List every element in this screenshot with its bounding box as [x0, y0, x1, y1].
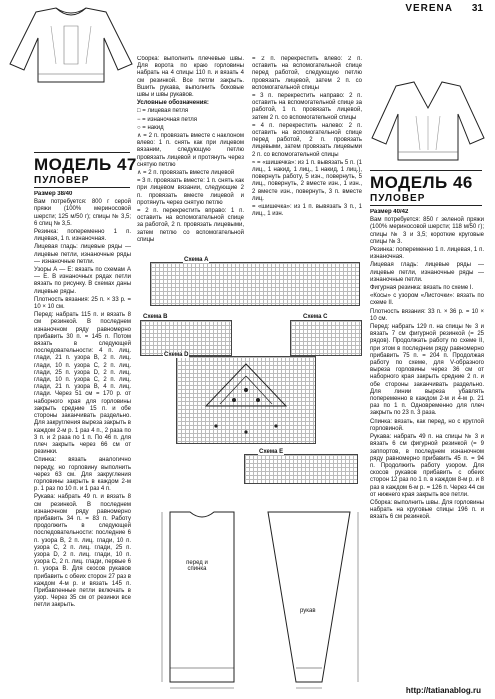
- sweater-sketch-47: [6, 4, 136, 86]
- m47-front: Перед: набрать 115 п. и вязать 8 см резинкой. В последнем изнаночном ряду равномерно прибавить 30 п. = 145 п. Потом вязать в следующей последовательности: 4 п. лиц. глади, 21 п. узора В, 2 п. лиц. глади, 10 п. узора С, 2 п. лиц. глади, 25 п. узора D, 2 п. лиц. глади, 10 п. узора С, 2 п. лиц. глади, 21 п. узора В, 4 п. лиц. глади. Через 51 см = 170 р. от наборного края для горловины закрыть средние 15 п. и обе стороны заканчивать раздельно. Для закругления выреза закрыть в каждом 2-м р. 1 раз 4 п., 2 раза по 3 п. и 2 раза по 1 п. По 46 п. для плеч закрыть через 66 см от резинки.: [34, 312, 131, 456]
- schema-d-motif: [176, 356, 316, 444]
- m46-materials: Вам потребуется: 850 г зеленой пряжи (100% мериносовой шерсти; 118 м/50 г); спицы № 3 и 3,5; короткие круговые спицы № 3.: [370, 217, 484, 245]
- m47-back: Спинка: вязать аналогично переду, но горловину выполнить через 63 см. Для закругления горловины закрыть в каждом 2-м р. 1 раз по 10 п. и 1 раз 4 п.: [34, 457, 131, 493]
- legend-continuation: [252, 56, 362, 251]
- legend-item: ∧ = 2 п. провязать вместе лицевой: [137, 170, 235, 177]
- legend-title: Условные обозначения:: [137, 100, 209, 107]
- m46-assembly: Сборка: выполнить швы. Для горловины набрать на круговые спицы 196 п. и вязать 6 см резинкой.: [370, 499, 484, 521]
- magazine-name: VERENA: [405, 3, 453, 14]
- schema-d-label: Схема D: [164, 352, 189, 358]
- legend-item: = 4 п. перекрестить налево: 2 п. оставить на вспомогательной спице перед работой, 2 п. провязать лицевыми, затем провязать лицевыми 2 п. со вспомогательной спицы: [252, 122, 362, 158]
- legend-item: − = изнаночная петля: [137, 116, 198, 123]
- m46-back: Спинка: вязать, как перед, но с круглой горловиной.: [370, 418, 484, 432]
- legend-item: = 3 п. перекрестить направо: 2 п. оставить на вспомогательной спице за работой, 1 п. провязать лицевой, затем 2 п. со вспомогательной спицы: [252, 93, 362, 121]
- m47-patterns: Узоры А — Е: вязать по схемам А — Е. В изнаночных рядах петли вязать по рисунку. В схемах даны лицевые ряды.: [34, 267, 131, 295]
- front-back-label: перед и спинка: [186, 560, 208, 572]
- schema-e-grid: [244, 454, 358, 484]
- subtitle-rule-47: [34, 187, 130, 188]
- legend-item: ≈ = «шишечка»: из 1 п. вывязать 5 п. (1 лиц., 1 накид, 1 лиц., 1 накид, 1 лиц.), повернуть работу, 5 изн., повернуть, 5 лиц., повернуть, 2 вместе изн., 1 изн., 2 вместе изн., повернуть, 3 п. вместе лиц.: [252, 159, 362, 202]
- model-46-instructions: [370, 209, 484, 687]
- m46-fancy-rib: Фигурная резинка: вязать по схеме I.: [370, 285, 474, 292]
- model-47-continuation: [137, 56, 244, 251]
- legend-item: ∧ = 2 п. провязать вместе с наклоном влево: 1 п. снять как при лицевом вязании, следующую петлю провязать лицевой и протянуть через снятую петлю: [137, 133, 244, 168]
- m46-stockinette: Лицевая гладь: лицевые ряды — лицевые петли, изнаночные ряды — изнаночные петли.: [370, 262, 484, 283]
- m46-rib: Резинка: попеременно 1 п. лицевая, 1 п. изнаночная.: [370, 247, 484, 261]
- legend-item: □ = лицевая петля: [137, 108, 189, 115]
- site-url: http://tatianablog.ru: [405, 686, 481, 695]
- m46-size: Размер 40/42: [370, 209, 409, 215]
- title-rule-47: [34, 152, 130, 153]
- legend-item: = «шишечка»: из 1 п. вывязать 3 п., 1 лиц., 1 изн.: [252, 204, 362, 218]
- m47-materials: Вам потребуется: 800 г серой пряжи (100% мериносовой шерсти; 125 м/50 г); спицы № 3,5; 6 спиц № 3,5.: [34, 199, 131, 227]
- schema-c-grid: [290, 320, 362, 356]
- schema-a-grid: [150, 262, 360, 306]
- model-47-instructions: [34, 191, 131, 691]
- m47-sleeves: Рукава: набрать 49 п. и вязать 8 см резинкой. В последнем изнаночном ряду равномерно прибавить 34 п. = 83 п. Работу продолжить в следующей последовательности: последние 6 п. узора В, 2 п. лиц. глади, 10 п. узора С, 2 п. лиц. глади, 25 п. узора D, 2 п. лиц. глади, 10 п. узора С, 2 п. лиц. глади, первые 6 п. узора В. Для скосов рукавов прибавить с обеих сторон 27 раз в каждом 4-м р. и вязать 145 п. Прибавленные петли включать в узор. Через 35 см от резинки все петли закрыть.: [34, 494, 131, 609]
- m46-sleeves: Рукава: набрать 49 п. на спицы № 3 и вязать 6 см фигурной резинкой (= 9 заппортов, в последнем изнаночном ряду равномерно прибавить 45 п. = 94 п. Продолжить работу узором. Для скосов рукавов прибавить с обеих сторон 12 раз по 1 п. в каждом 8-м р. и 8 раз в каждом 6-м р. = 126 п. Через 44 см от нижнего края закрыть все петли.: [370, 434, 484, 498]
- m47-assembly: Сборка: выполнить плечевые швы. Для ворота по краю горловины набрать на 4 спицы 110 п. и вязать 4 см резинкой. Все петли закрыть. Вшить рукава, выполнить боковые швы и швы рукавов.: [137, 56, 244, 99]
- sweater-sketch-46: [368, 80, 488, 164]
- m46-front: Перед: набрать 129 п. на спицы № 3 и вязать 7 см фигурной резинкой (= 25 рядов). Продолжать работу по схеме II, при этом в последнем ряду равномерно прибавить 75 п. = 204 п. Продолжая работу по схеме, для V-образного выреза горловины через 36 см от наборного края закрыть средние 2 п. и обе стороны заканчивать раздельно. Для линии выреза убавлять попеременно в каждом 2-м и 4-м р. 21 раз по 1 п. Одновременно для плеч закрыть по 23 п. 3 раза.: [370, 324, 484, 417]
- m46-cables: «Косы» с узором «Листочки»: вязать по схеме II.: [370, 293, 484, 307]
- m47-size: Размер 38/40: [34, 191, 73, 197]
- m46-gauge: Плотность вязания: 33 п. × 36 р. = 10 × 10 см.: [370, 308, 484, 322]
- m47-rib: Резинка: попеременно 1 п. лицевая, 1 п. изнаночная.: [34, 229, 131, 243]
- sleeve-label: рукав: [300, 608, 316, 614]
- model-46-title: МОДЕЛЬ 46: [370, 173, 473, 192]
- m47-gauge: Плотность вязания: 25 п. × 33 р. = 10 × 10 см.: [34, 296, 131, 311]
- schema-c-label: Схема С: [303, 314, 328, 320]
- schema-b-label: Схема В: [143, 314, 168, 320]
- legend-item: = 2 п. перекрестить вправо: 1 п. оставить на вспомогательной спице за работой, 2 п. провязать лицевыми, затем петлю со вспомогательной спицы: [137, 208, 244, 243]
- legend-item: = 2 п. перекрестить влево: 2 п. оставить на вспомогательной спице перед работой, следующую петлю провязать лицевой, затем 2 п. со вспомогательной спицы: [252, 56, 362, 91]
- legend-item: = 3 п. провязать вместе: 1 п. снять как при лицевом вязании, следующие 2 п. провязать вместе лицевой и протянуть через снятую петлю: [137, 178, 244, 206]
- page-number: 31: [471, 3, 483, 14]
- subtitle-rule-46: [370, 205, 482, 206]
- legend-item: ○ = накид: [137, 124, 164, 131]
- m47-stockinette: Лицевая гладь: лицевые ряды — лицевые петли, изнаночные ряды — изнаночные петли.: [34, 244, 131, 265]
- schema-b-grid: [140, 320, 232, 356]
- model-47-subtitle: ПУЛОВЕР: [34, 175, 90, 186]
- model-46-subtitle: ПУЛОВЕР: [370, 193, 426, 204]
- title-rule-46: [370, 170, 482, 171]
- model-47-title: МОДЕЛЬ 47: [34, 155, 137, 174]
- schema-a-label: Схема А: [184, 257, 209, 263]
- pattern-pieces: [150, 492, 365, 692]
- schema-e-label: Схема Е: [259, 449, 284, 455]
